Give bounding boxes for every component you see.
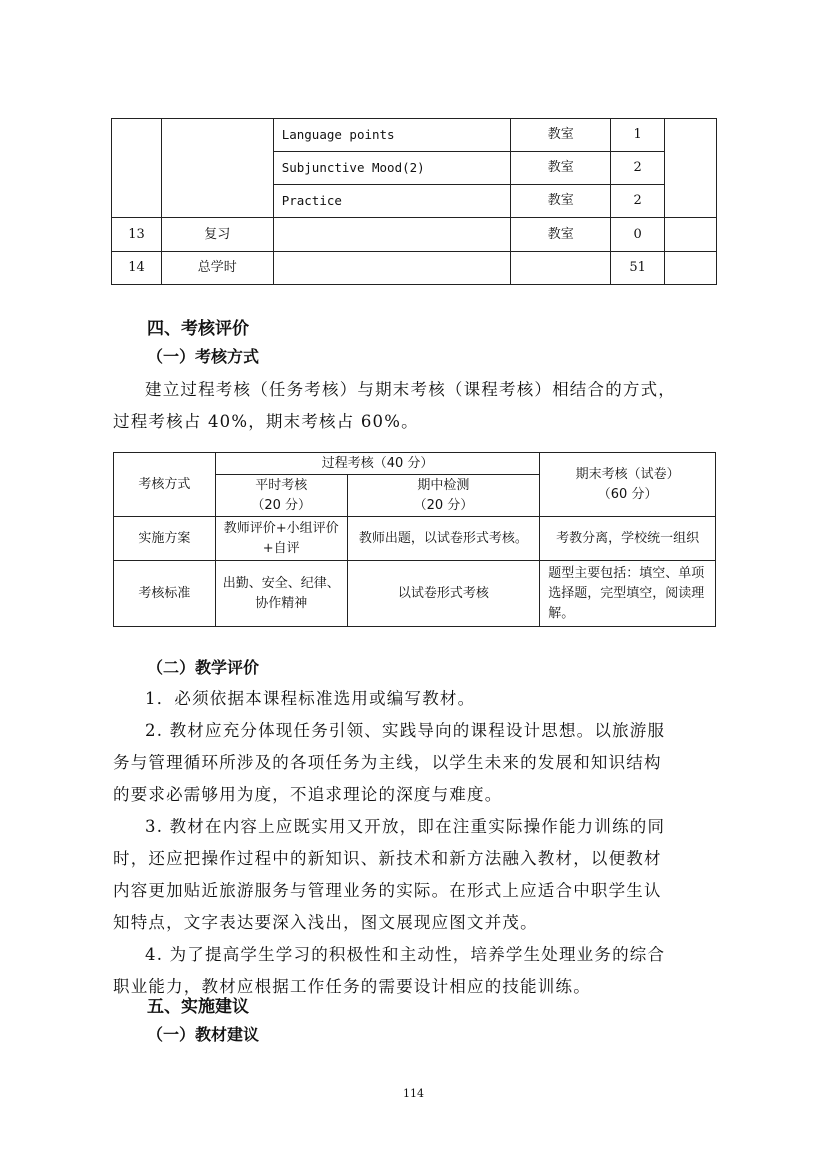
intro-line: 过程考核占 40%，期末考核占 60%。	[113, 412, 419, 431]
cell-mid: 教师出题，以试卷形式考核。	[347, 517, 540, 561]
cell-no	[112, 119, 162, 218]
paragraph-2-line: 的要求必需够用为度，不追求理论的深度与难度。	[113, 785, 503, 804]
header-mid-title: 期中检测	[417, 477, 470, 493]
cell-note	[665, 218, 717, 252]
header-mid-score: （20 分）	[413, 497, 474, 513]
cell-daily: 教师评价+小组评价+自评	[215, 517, 347, 561]
cell-content: Practice	[273, 185, 511, 218]
section-5-title: 五、实施建议	[147, 997, 249, 1017]
cell-final: 考教分离，学校统一组织	[540, 517, 716, 561]
cell-note	[665, 252, 717, 285]
paragraph-3-line: 时，还应把操作过程中的新知识、新技术和新方法融入教材，以便教材	[113, 849, 662, 868]
section-4-title: 四、考核评价	[147, 319, 249, 339]
paragraph-2-line: 务与管理循环所涉及的各项任务为主线，以学生未来的发展和知识结构	[113, 753, 662, 772]
cell-name	[161, 119, 273, 218]
cell-place	[511, 252, 611, 285]
row-label: 考核标准	[114, 561, 216, 627]
paragraph-1: 1．必须依据本课程标准选用或编写教材。	[145, 689, 476, 708]
paragraph-4-line: 职业能力，教材应根据工作任务的需要设计相应的技能训练。	[113, 977, 591, 996]
cell-name: 复习	[161, 218, 273, 252]
cell-content	[273, 252, 511, 285]
cell-hours: 51	[611, 252, 665, 285]
assessment-table	[113, 452, 716, 627]
header-daily-score: （20 分）	[251, 497, 312, 513]
header-method: 考核方式	[114, 453, 216, 517]
cell-place: 教室	[511, 218, 611, 252]
header-mid	[347, 475, 540, 517]
cell-no: 13	[112, 218, 162, 252]
cell-content: Subjunctive Mood(2)	[273, 152, 511, 185]
table-row	[112, 218, 717, 252]
table-row	[114, 561, 716, 627]
paragraph-3-line: 3. 教材在内容上应既实用又开放，即在注重实际操作能力训练的同	[145, 817, 666, 836]
paragraph-2-line: 2. 教材应充分体现任务引领、实践导向的课程设计思想。以旅游服	[145, 721, 666, 740]
section-4-intro	[113, 374, 723, 438]
section-4-sub1: （一）考核方式	[147, 347, 260, 366]
cell-hours: 2	[611, 185, 665, 218]
header-final-title: 期末考核（试卷）	[575, 466, 680, 482]
table-row	[114, 517, 716, 561]
row-label: 实施方案	[114, 517, 216, 561]
cell-hours: 2	[611, 152, 665, 185]
header-process: 过程考核（40 分）	[215, 453, 539, 475]
paragraph-4-line: 4. 为了提高学生学习的积极性和主动性，培养学生处理业务的综合	[145, 945, 666, 964]
intro-line: 建立过程考核（任务考核）与期末考核（课程考核）相结合的方式，	[145, 380, 676, 399]
cell-note	[665, 119, 717, 218]
cell-mid: 以试卷形式考核	[347, 561, 540, 627]
header-final-score: （60 分）	[597, 486, 658, 502]
cell-no: 14	[112, 252, 162, 285]
cell-hours: 0	[611, 218, 665, 252]
page-number: 114	[403, 1087, 424, 1100]
section-4-sub2: （二）教学评价	[147, 658, 260, 677]
cell-hours: 1	[611, 119, 665, 152]
cell-name: 总学时	[161, 252, 273, 285]
header-final	[540, 453, 716, 517]
cell-final: 题型主要包括：填空、单项选择题，完型填空，阅读理解。	[540, 561, 716, 627]
cell-content: Language points	[273, 119, 511, 152]
paragraph-3-line: 内容更加贴近旅游服务与管理业务的实际。在形式上应适合中职学生认	[113, 881, 662, 900]
table-row	[112, 119, 717, 152]
teaching-evaluation-body	[113, 683, 723, 1003]
cell-daily: 出勤、安全、纪律、协作精神	[215, 561, 347, 627]
header-daily	[215, 475, 347, 517]
paragraph-3-line: 知特点，文字表达要深入浅出，图文展现应图文并茂。	[113, 913, 538, 932]
cell-content	[273, 218, 511, 252]
schedule-table	[111, 118, 717, 285]
header-daily-title: 平时考核	[255, 477, 308, 493]
section-5-sub1: （一）教材建议	[147, 1025, 260, 1044]
cell-place: 教室	[511, 152, 611, 185]
table-row	[112, 252, 717, 285]
cell-place: 教室	[511, 185, 611, 218]
cell-place: 教室	[511, 119, 611, 152]
